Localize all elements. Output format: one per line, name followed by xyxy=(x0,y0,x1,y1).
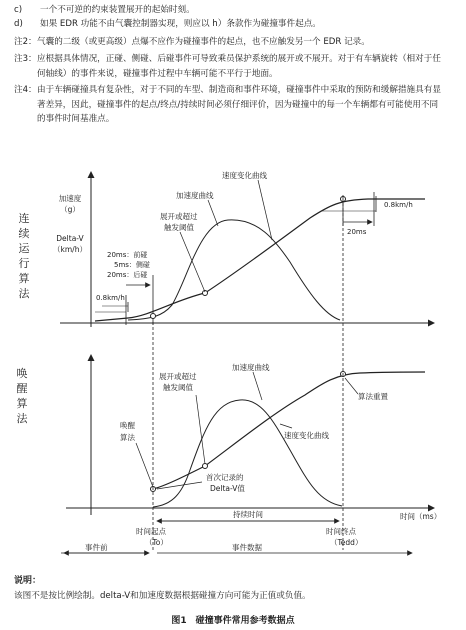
y-axis-label xyxy=(53,193,87,254)
leader-line xyxy=(345,378,358,394)
leader-line xyxy=(136,443,153,487)
first-record-label: 首次记录的 xyxy=(206,473,244,482)
wake-label: 唤醒 xyxy=(120,421,135,430)
threshold-label-left: 0.8km/h xyxy=(96,294,125,302)
explain-text: 该图不是按比例绘制。delta-V和加速度数据根据碰撞方向可能为正值或负值。 xyxy=(14,591,311,601)
accel-curve xyxy=(153,400,342,507)
side-label-char: 醒 xyxy=(16,382,28,395)
y-label-line: （g） xyxy=(60,205,80,214)
end-window-label: 20ms xyxy=(347,228,367,236)
window-labels xyxy=(107,250,150,279)
trigger-label: 触发阈值 xyxy=(163,383,193,392)
first-record-label: Delta-V值 xyxy=(210,484,245,493)
time-axis-label: 时间（ms） xyxy=(400,512,442,521)
y-label-line: 加速度 xyxy=(58,194,82,203)
before-label: 事件前 xyxy=(85,543,108,552)
trigger-label: 展开或超过 xyxy=(159,372,197,381)
side-label-char: 法 xyxy=(16,412,28,425)
accel-curve-label: 加速度曲线 xyxy=(232,363,270,372)
t0-label: （To） xyxy=(145,538,168,547)
side-label-char: 行 xyxy=(18,257,30,270)
side-label-char: 唤 xyxy=(16,367,28,380)
explain-title: 说明： xyxy=(14,576,42,586)
list-text: 一个不可逆的约束装置展开的起始时刻。 xyxy=(40,5,195,15)
note-text: 的事件时间基准点。 xyxy=(37,114,115,124)
note-marker: 注3： xyxy=(14,54,37,64)
accel-curve-label: 加速度曲线 xyxy=(176,191,214,200)
speed-curve-label: 速度变化曲线 xyxy=(222,171,267,180)
t0-label: 时间起点 xyxy=(136,527,166,536)
speed-curve xyxy=(95,199,425,321)
y-label-line: （km/h） xyxy=(53,245,87,254)
leader-line xyxy=(253,372,262,400)
note-text: 气囊的二级（或更高级）点爆不应作为碰撞事件的起点，也不应触发另一个 EDR 记录。 xyxy=(37,37,370,47)
threshold-label-right: 0.8km/h xyxy=(384,201,413,209)
y-label-line: Delta-V xyxy=(56,234,84,243)
speed-curve-label: 速度变化曲线 xyxy=(284,431,329,440)
leader-line xyxy=(258,180,272,240)
trigger-label: 触发阈值 xyxy=(164,223,194,232)
reset-label: 算法重置 xyxy=(358,392,388,401)
event-data-label: 事件数据 xyxy=(232,543,262,552)
window-label: 20ms：前碰 xyxy=(107,251,148,259)
record-start-dot xyxy=(151,314,156,319)
note-marker: 注2： xyxy=(14,37,37,47)
leader-line xyxy=(208,200,218,226)
accel-curve xyxy=(128,220,340,320)
top-panel xyxy=(53,170,434,327)
side-label-top xyxy=(19,212,31,300)
side-label-char: 算 xyxy=(16,397,28,410)
side-label-char: 续 xyxy=(18,227,30,240)
note-text: 著差异，因此，碰撞事件的起点/终点/持续时间必须仔细评价，因为碰撞中的每一个车辆都有可能使用不同 xyxy=(37,99,439,110)
side-label-char: 运 xyxy=(18,242,30,255)
note-text: 应根据具体情况，正碰、侧碰、后碰事件可导致乘员保护系统的展开或不展开。对于有车辆旋转（相对于任 xyxy=(37,54,441,64)
window-label: 20ms：后碰 xyxy=(107,271,148,279)
trigger-label: 展开或超过 xyxy=(160,212,198,221)
side-label-char: 连 xyxy=(18,212,30,225)
figure-caption: 图1 碰撞事件常用参考数据点 xyxy=(171,616,295,626)
leader-line xyxy=(180,232,205,292)
duration-label: 持续时间 xyxy=(233,510,263,519)
list-marker: c) xyxy=(14,5,23,15)
wake-label: 算法 xyxy=(120,433,135,442)
side-label-char: 法 xyxy=(18,287,30,300)
tend-label: 时间终点 xyxy=(326,527,356,536)
leader-line xyxy=(196,395,205,464)
trigger-dot xyxy=(203,464,208,469)
side-label-char: 算 xyxy=(18,272,30,285)
note-text: 何轴线）的事件来说，碰撞事件过程中车辆可能不平行于地面。 xyxy=(37,68,278,79)
note-marker: 注4： xyxy=(14,85,37,95)
window-label: 5ms：侧碰 xyxy=(114,261,150,269)
list-marker: d) xyxy=(14,19,23,29)
tend-label: （Tedd） xyxy=(330,538,363,547)
side-label-bottom xyxy=(17,367,29,425)
note-text: 由于车辆碰撞具有复杂性，对于不同的车型、制造商和事件环境，碰撞事件中采取的预防和缓解措施具有显 xyxy=(37,85,441,95)
leader-line xyxy=(280,424,292,428)
list-text: 如果 EDR 功能不由气囊控制器实现，则应以 h）条款作为碰撞事件起点。 xyxy=(40,19,321,29)
